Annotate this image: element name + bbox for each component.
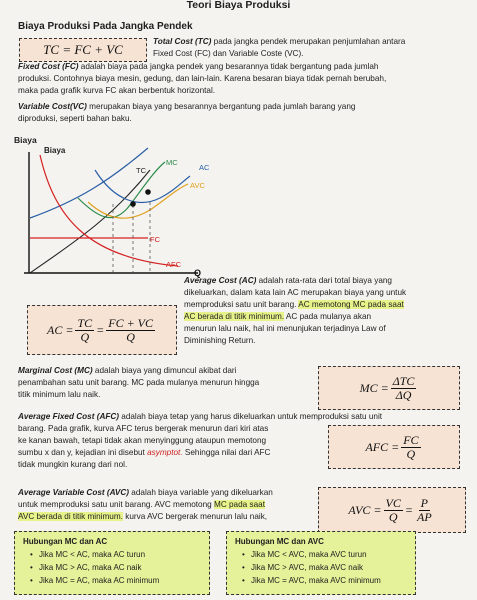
afc-line-5: tidak mungkin kurang dari nol. (18, 460, 128, 469)
vc-definition (18, 101, 473, 125)
mc-formula-den: ΔQ (395, 387, 412, 402)
mc-ac-intersection (145, 189, 151, 195)
tc-term: Total Cost (TC) (153, 37, 212, 46)
ac-line-2: dikeluarkan, dalam kata lain AC merupakan biaya yang untuk (184, 288, 407, 297)
tc-formula-box: TC = FC + VC (19, 38, 147, 62)
fc-definition (18, 61, 473, 97)
fc-term: Fixed Cost (FC) (18, 62, 79, 71)
avc-formula-den1: Q (388, 509, 398, 524)
avc-highlight-2: AVC berada di titik minimum. (18, 512, 123, 521)
section-title: Biaya Produksi Pada Jangka Pendek (18, 21, 193, 32)
vc-text: merupakan biaya yang besarannya bergantung pada jumlah barang yang (86, 102, 356, 111)
ac-formula-lhs: AC (46, 323, 63, 337)
avc-formula-num2: P (420, 495, 428, 510)
avc-definition (18, 487, 318, 523)
afc-formula-den: Q (406, 446, 416, 461)
ac-highlight-2: AC berada di titik minimum. (184, 312, 285, 321)
avc-line-2: untuk memproduksi satu unit barang. AVC memotong (18, 500, 214, 509)
vc-line-2: diproduksi, seperti bahan baku. (18, 114, 132, 123)
fc-text: adalah biaya pada jangka pendek yang besarannya tidak bergantung pada jumlah (78, 62, 379, 71)
mc-avc-intersection (130, 201, 136, 207)
mc-ac-rule-1: • Jika MC < AC, maka AC turun (39, 548, 201, 561)
mc-avc-relationship-box (226, 531, 416, 595)
mc-ac-rule-3: • Jika MC = AC, maka AC minimum (39, 574, 201, 587)
ac-formula-num2: FC + VC (108, 315, 153, 330)
ac-line-6: Diminishing Return. (184, 336, 256, 345)
afc-line-4b: Sehingga nilai dari AFC (182, 448, 271, 457)
afc-line-4: sumbu x dan y, kejadian ini disebut (18, 448, 148, 457)
avc-formula-lhs: AVC (348, 503, 371, 517)
afc-line-1: adalah biaya tetap yang harus dikeluarkan untuk memproduksi satu unit (119, 412, 383, 421)
tc-text-2: Fixed Cost (FC) dan Variable Coste (VC). (153, 49, 304, 58)
afc-label: AFC (166, 260, 181, 269)
mc-label: MC (166, 158, 178, 167)
ac-formula-den2: Q (126, 329, 135, 344)
avc-formula-box: AVC = $\frac{VC}{Q}$ = $\frac{P}{AP}$ (318, 487, 466, 533)
fc-line-3: maka pada grafik kurva FC akan berbentuk horizontal. (18, 86, 216, 95)
mc-term: Marginal Cost (MC) (18, 366, 93, 375)
afc-line-3: ke kanan bawah, tetapi tidak akan menyinggung ataupun memotong (18, 436, 267, 445)
tc-text: pada jangka pendek merupakan penjumlahan antara (211, 37, 406, 46)
vc-term: Variable Cost(VC) (18, 102, 87, 111)
ac-line-4: AC pada mulanya akan (284, 312, 372, 321)
afc-line-2: barang. Pada grafik, kurva AFC terus bergerak menurun dari kiri atas (18, 424, 269, 433)
avc-highlight-1: MC pada saat (214, 500, 265, 509)
afc-asymptot: asymptot. (147, 448, 183, 457)
avc-term: Average Variable Cost (AVC) (18, 488, 130, 497)
afc-formula-lhs: AFC (365, 440, 389, 454)
page-title: Teori Biaya Produksi (186, 0, 291, 11)
cost-curves-diagram (0, 140, 230, 290)
fc-line-2: produksi. Contohnya biaya mesin, gedung, dan lain-lain. Karena besaran biaya tidak pernah berubah, (18, 74, 387, 83)
fc-label: FC (150, 235, 160, 244)
mc-formula-box: MC = $\frac{\text{ΔTC}}{\Delta Q}$ (318, 366, 460, 410)
tc-definition (153, 36, 473, 60)
x-axis-label: Q (194, 268, 202, 278)
mc-avc-rule-3: • Jika MC = AVC, maka AVC minimum (251, 574, 407, 587)
chart-ylabel-left: Biaya (14, 135, 37, 145)
mc-avc-rule-2: • Jika MC > AVC, maka AVC naik (251, 561, 407, 574)
ac-line-1: adalah rata-rata dari total biaya yang (256, 276, 392, 285)
ac-formula-num1: TC (77, 315, 93, 330)
tc-formula-rhs: FC + VC (74, 42, 123, 57)
afc-formula-num: FC (403, 432, 419, 447)
tc-label: TC (136, 166, 146, 175)
mc-definition (18, 365, 318, 401)
afc-term: Average Fixed Cost (AFC) (18, 412, 119, 421)
mc-formula-num: ΔTC (392, 373, 415, 388)
avc-line-1: adalah biaya variable yang dikeluarkan (129, 488, 273, 497)
mc-line-2: penambahan satu unit barang. MC pada mulanya menurun hingga (18, 378, 260, 387)
mc-avc-title: Hubungan MC dan AVC (235, 537, 324, 546)
mc-avc-rule-1: • Jika MC < AVC, maka AVC turun (251, 548, 407, 561)
afc-curve (40, 155, 178, 266)
mc-ac-title: Hubungan MC dan AC (23, 537, 108, 546)
ac-term: Average Cost (AC) (184, 276, 257, 285)
ac-label: AC (199, 163, 210, 172)
mc-line-3: titik minimum lalu naik. (18, 390, 101, 399)
chart-ylabel-right: Biaya (44, 146, 66, 155)
ac-line-5: menurun lalu naik, hal ini menunjukan terjadinya Law of (184, 324, 386, 333)
ac-definition (184, 275, 474, 347)
mc-line-1: adalah biaya yang dimuncul akibat dari (92, 366, 237, 375)
ac-formula-box: AC = $\frac{TC}{Q}$ = $\frac{FC + VC}{Q}$ (27, 305, 177, 355)
ac-line-3: memproduksi satu unit barang. (184, 300, 299, 309)
avc-label: AVC (190, 181, 205, 190)
mc-formula-lhs: MC (359, 381, 378, 395)
afc-formula-box: AFC = $\frac{FC}{Q}$ (328, 425, 460, 469)
tc-formula-lhs: TC (43, 42, 60, 57)
mc-ac-relationship-box (14, 531, 210, 595)
mc-ac-rule-2: • Jika MC > AC, maka AC naik (39, 561, 201, 574)
avc-formula-den2: AP (416, 509, 432, 524)
ac-formula-den1: Q (80, 329, 90, 344)
ac-highlight-1: AC memotong MC pada saat (298, 300, 404, 309)
avc-formula-num1: VC (385, 495, 401, 510)
avc-line-3: kurva AVC bergerak menurun lalu naik, (122, 512, 268, 521)
